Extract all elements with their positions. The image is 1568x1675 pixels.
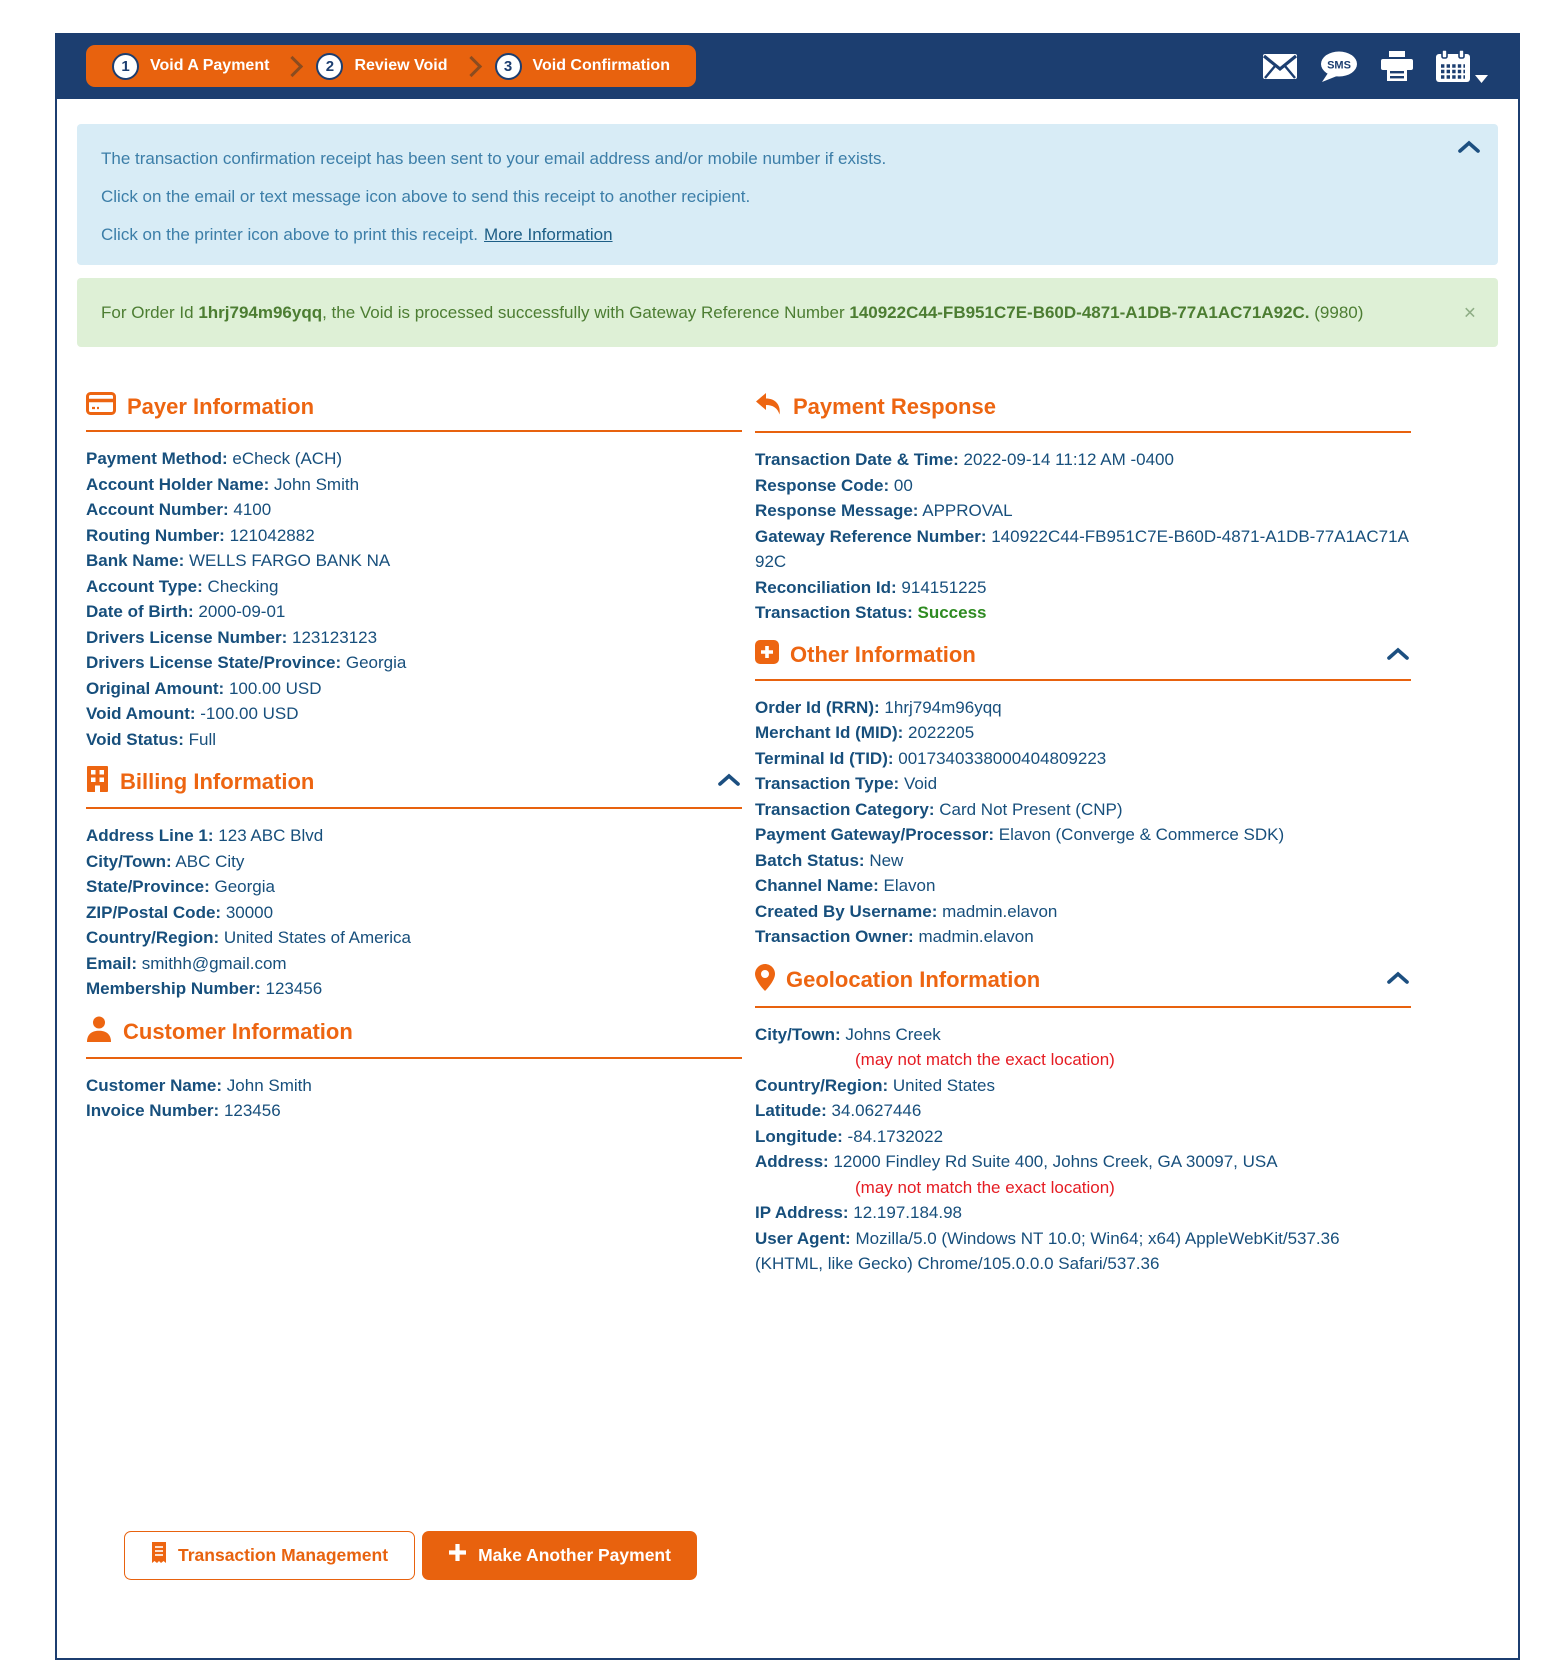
- step-label: Void Confirmation: [532, 57, 670, 74]
- section-customer-information: [86, 1016, 742, 1124]
- field-value: 100.00 USD: [228, 678, 322, 698]
- field-value: John Smith: [226, 1075, 312, 1095]
- reply-arrow-icon: [755, 392, 782, 422]
- field-value: ABC City: [175, 851, 245, 871]
- section-payer-information: [86, 392, 742, 752]
- field-row: [86, 472, 742, 498]
- more-information-link[interactable]: More Information: [484, 225, 613, 244]
- field-value: -100.00 USD: [200, 704, 299, 723]
- field-row: [755, 1073, 1411, 1099]
- field-row: [755, 771, 1411, 797]
- calendar-icon[interactable]: [1435, 50, 1488, 83]
- success-message: For Order Id 1hrj794m96yqq, the Void is processed successfully with Gateway Reference Number 140922C44-FB951C7E-B60D-4871-A1DB-77A1AC71A92C. (9980): [101, 303, 1364, 322]
- field-row: [755, 1098, 1411, 1124]
- field-value: Johns Creek: [845, 1024, 941, 1044]
- field-value: Georgia: [345, 653, 407, 672]
- field-row: [755, 524, 1411, 575]
- field-label: Channel Name:: [755, 876, 879, 895]
- chevron-up-icon[interactable]: [1385, 645, 1411, 665]
- field-label: Merchant Id (MID):: [755, 723, 904, 742]
- field-row: [755, 1124, 1411, 1150]
- chevron-up-icon[interactable]: [1456, 138, 1482, 158]
- field-row: [86, 849, 742, 875]
- detail-columns: [77, 392, 1498, 1291]
- field-row: [86, 446, 742, 472]
- field-label: Transaction Date & Time:: [755, 450, 959, 469]
- field-value: 2000-09-01: [198, 602, 286, 621]
- info-line: [101, 225, 1438, 244]
- section-other-information: [755, 640, 1411, 950]
- field-label: Invoice Number:: [86, 1101, 220, 1120]
- field-row: [86, 625, 742, 651]
- step-label: Review Void: [354, 57, 448, 74]
- field-value: -84.1732022: [847, 1126, 944, 1146]
- field-value: Elavon (Converge & Commerce SDK): [998, 825, 1285, 844]
- field-row: [86, 823, 742, 849]
- field-row: [86, 497, 742, 523]
- field-row: [755, 899, 1411, 925]
- print-icon[interactable]: [1380, 51, 1414, 82]
- section-title: Other Information: [790, 641, 976, 667]
- building-icon: [86, 766, 109, 798]
- field-label: Country/Region:: [86, 928, 220, 947]
- section-title: Geolocation Information: [786, 967, 1041, 992]
- field-label: City/Town:: [755, 1024, 841, 1044]
- make-another-payment-button[interactable]: [422, 1531, 697, 1580]
- chevron-right-separator-icon: [282, 55, 303, 76]
- map-pin-icon: [755, 964, 775, 997]
- section-title: Payer Information: [127, 393, 315, 419]
- close-icon[interactable]: ×: [1458, 301, 1482, 324]
- step-wizard: [86, 45, 696, 87]
- field-value: WELLS FARGO BANK NA: [189, 551, 391, 570]
- field-row: [86, 523, 742, 549]
- section-title: Billing Information: [120, 769, 315, 794]
- credit-card-icon: [86, 392, 116, 421]
- field-label: Response Message:: [755, 501, 919, 520]
- field-value: Void: [903, 774, 938, 793]
- field-label: Bank Name:: [86, 551, 185, 570]
- field-row: [86, 676, 742, 702]
- field-label: Date of Birth:: [86, 602, 194, 621]
- info-line-text: Click on the printer icon above to print this receipt.: [101, 225, 479, 244]
- field-value: 30000: [225, 902, 274, 922]
- email-icon[interactable]: [1262, 53, 1298, 80]
- button-label: Make Another Payment: [478, 1544, 671, 1565]
- field-value: 1hrj794m96yqq: [884, 697, 1002, 717]
- location-accuracy-note: (may not match the exact location): [855, 1050, 1115, 1069]
- field-row: [755, 473, 1411, 499]
- chevron-right-separator-icon: [460, 55, 481, 76]
- receipt-toolbar: [1262, 50, 1488, 83]
- field-label: Account Holder Name:: [86, 474, 270, 494]
- person-icon: [86, 1016, 112, 1048]
- gateway-reference-number: 140922C44-FB951C7E-B60D-4871-A1DB-77A1AC71A92C.: [849, 303, 1310, 322]
- wizard-bar: [57, 33, 1518, 99]
- field-label: State/Province:: [86, 877, 210, 896]
- field-label: Original Amount:: [86, 678, 225, 698]
- svg-text:SMS: SMS: [1327, 59, 1351, 71]
- field-value: 121042882: [229, 525, 315, 545]
- field-label: City/Town:: [86, 851, 172, 871]
- field-label: Membership Number:: [86, 979, 261, 998]
- field-row: [86, 599, 742, 625]
- field-row: [86, 951, 742, 977]
- field-value: 123123123: [291, 627, 378, 647]
- field-value: Elavon: [883, 876, 936, 895]
- field-value: Georgia: [214, 877, 275, 896]
- plus-icon: [448, 1543, 467, 1567]
- field-label: Transaction Status:: [755, 603, 913, 622]
- step-number: 1: [112, 53, 139, 80]
- field-row: [755, 1200, 1411, 1226]
- step-number: 3: [495, 53, 522, 80]
- field-value: APPROVAL: [922, 501, 1013, 520]
- field-row: [86, 874, 742, 900]
- field-row: [86, 900, 742, 926]
- action-buttons: [77, 1531, 1498, 1640]
- field-value: 12.197.184.98: [853, 1203, 962, 1222]
- field-label: Gateway Reference Number:: [755, 526, 987, 546]
- step-void-a-payment[interactable]: [100, 53, 281, 80]
- field-label: Address:: [755, 1152, 829, 1171]
- field-label: Drivers License State/Province:: [86, 653, 342, 672]
- field-label: Reconciliation Id:: [755, 577, 897, 597]
- field-label: Terminal Id (TID):: [755, 748, 894, 768]
- section-title: Payment Response: [793, 394, 996, 419]
- field-row: [755, 447, 1411, 473]
- caret-down-icon: [1475, 75, 1488, 83]
- field-value: United States: [892, 1075, 995, 1095]
- field-label: ZIP/Postal Code:: [86, 902, 222, 922]
- field-label: Routing Number:: [86, 525, 225, 545]
- field-value: 2022-09-14 11:12 AM -0400: [963, 450, 1174, 469]
- field-row: [755, 498, 1411, 524]
- section-title: Customer Information: [123, 1018, 353, 1044]
- section-billing-information: [86, 766, 742, 1002]
- field-value: smithh@gmail.com: [141, 953, 287, 973]
- field-row: [755, 600, 1411, 626]
- section-payment-response: [755, 392, 1411, 626]
- field-value: United States of America: [223, 928, 411, 947]
- field-value: madmin.elavon: [942, 901, 1058, 921]
- field-value: 12000 Findley Rd Suite 400, Johns Creek, GA 30097, USA: [833, 1152, 1278, 1171]
- field-value: Checking: [207, 576, 279, 596]
- field-value: 2022205: [908, 723, 975, 742]
- field-value: Full: [188, 729, 217, 749]
- field-row: [755, 1226, 1411, 1277]
- field-label: Address Line 1:: [86, 826, 214, 845]
- field-label: Transaction Owner:: [755, 927, 914, 946]
- field-label: Email:: [86, 953, 138, 973]
- field-row: [86, 701, 742, 727]
- field-row: [86, 727, 742, 753]
- field-value: Card Not Present (CNP): [939, 799, 1123, 819]
- field-label: Transaction Type:: [755, 774, 900, 793]
- field-label: Country/Region:: [755, 1075, 889, 1095]
- field-row: [755, 873, 1411, 899]
- field-row: [86, 574, 742, 600]
- receipt-icon: [151, 1542, 167, 1568]
- field-row: [755, 848, 1411, 874]
- field-label: Response Code:: [755, 475, 890, 495]
- field-row: [755, 575, 1411, 601]
- field-value: 34.0627446: [831, 1101, 922, 1120]
- field-row: [86, 976, 742, 1002]
- field-row: [86, 1098, 742, 1124]
- field-row: [755, 720, 1411, 746]
- step-number: 2: [316, 53, 343, 80]
- field-row: [755, 746, 1411, 772]
- field-row: [86, 548, 742, 574]
- button-label: Transaction Management: [178, 1544, 389, 1565]
- field-value: 4100: [233, 500, 272, 519]
- receipt-card: [55, 33, 1520, 1660]
- field-label: Customer Name:: [86, 1075, 223, 1095]
- field-label: User Agent:: [755, 1228, 851, 1248]
- order-id: 1hrj794m96yqq: [198, 303, 323, 322]
- field-row: [755, 924, 1411, 950]
- chevron-up-icon[interactable]: [1385, 969, 1411, 989]
- field-label: Created By Username:: [755, 901, 938, 921]
- success-banner: [77, 278, 1498, 347]
- right-column: [755, 392, 1411, 1291]
- info-line: Click on the email or text message icon above to send this receipt to another recipient.: [101, 187, 751, 206]
- step-review-void[interactable]: [304, 53, 459, 80]
- field-row: [755, 1149, 1411, 1175]
- field-value: 00: [893, 475, 913, 495]
- field-label: Transaction Category:: [755, 799, 935, 819]
- field-value: John Smith: [273, 474, 360, 494]
- field-label: Order Id (RRN):: [755, 697, 880, 717]
- field-row: [86, 650, 742, 676]
- field-label: Account Number:: [86, 500, 229, 519]
- field-label: Void Amount:: [86, 704, 196, 723]
- field-row: [86, 1073, 742, 1099]
- field-row: [86, 925, 742, 951]
- field-row: [755, 822, 1411, 848]
- field-value: 123456: [223, 1101, 281, 1120]
- field-label: Void Status:: [86, 729, 184, 749]
- step-label: Void A Payment: [150, 57, 270, 74]
- field-row: [755, 695, 1411, 721]
- field-row: [755, 1022, 1411, 1048]
- field-value: 140922C44-FB951C7E-B60D-4871-A1DB-77A1AC71A92C: [755, 526, 1409, 571]
- field-value: 0017340338000404809223: [898, 748, 1107, 768]
- field-row: [755, 797, 1411, 823]
- field-value: New: [869, 850, 904, 870]
- chevron-up-icon[interactable]: [716, 771, 742, 791]
- field-label: Payment Gateway/Processor:: [755, 825, 995, 844]
- field-value: Success: [917, 603, 987, 622]
- field-value: eCheck (ACH): [232, 449, 343, 468]
- sms-icon[interactable]: [1319, 50, 1359, 83]
- field-value: 914151225: [901, 577, 987, 597]
- field-label: Batch Status:: [755, 850, 865, 870]
- field-value: Mozilla/5.0 (Windows NT 10.0; Win64; x64) AppleWebKit/537.36 (KHTML, like Gecko) Chrome/105.0.0.0 Safari/537.36: [755, 1228, 1340, 1273]
- step-void-confirmation[interactable]: [483, 53, 682, 80]
- field-value: 123456: [265, 979, 323, 998]
- field-label: Latitude:: [755, 1101, 827, 1120]
- field-label: Longitude:: [755, 1126, 843, 1146]
- field-label: Payment Method:: [86, 449, 228, 468]
- left-column: [86, 392, 742, 1291]
- field-value: 123 ABC Blvd: [218, 826, 324, 845]
- plus-square-icon: [755, 640, 779, 670]
- field-label: Account Type:: [86, 576, 203, 596]
- section-geolocation-information: [755, 964, 1411, 1277]
- info-line: The transaction confirmation receipt has been sent to your email address and/or mobile number if exists.: [101, 149, 887, 168]
- field-label: IP Address:: [755, 1203, 849, 1222]
- location-accuracy-note: (may not match the exact location): [855, 1177, 1115, 1197]
- field-label: Drivers License Number:: [86, 627, 288, 647]
- info-banner: [77, 124, 1498, 265]
- field-value: madmin.elavon: [918, 927, 1034, 946]
- transaction-management-button[interactable]: [124, 1531, 415, 1580]
